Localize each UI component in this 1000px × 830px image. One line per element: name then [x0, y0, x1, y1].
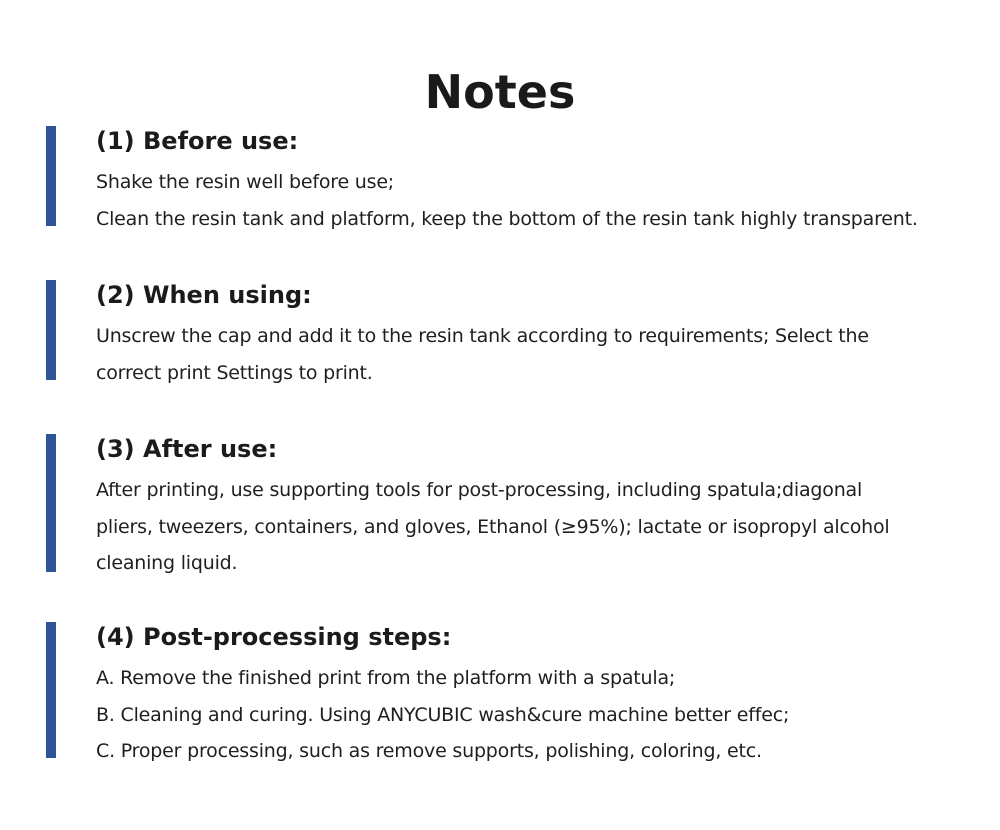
body-line: C. Proper processing, such as remove supports, polishing, coloring, etc. [96, 740, 762, 762]
page-title: Notes [424, 65, 576, 119]
body-line: Shake the resin well before use; [96, 171, 395, 193]
body-line: A. Remove the finished print from the platform with a spatula; [96, 667, 676, 689]
section-accent-bar [46, 126, 56, 226]
section-heading: (3) After use: [96, 435, 278, 463]
section-when-using [46, 280, 976, 384]
body-line: Unscrew the cap and add it to the resin tank according to requirements; Select the [96, 325, 869, 347]
section-body [96, 164, 976, 237]
section-body [96, 660, 976, 770]
section-heading: (2) When using: [96, 281, 312, 309]
section-accent-bar [46, 280, 56, 380]
section-after-use [46, 434, 976, 572]
section-before-use [46, 126, 976, 230]
body-line: Clean the resin tank and platform, keep the bottom of the resin tank highly transparent. [96, 207, 918, 230]
body-line: cleaning liquid. [96, 552, 238, 574]
body-line: After printing, use supporting tools for post-processing, including spatula;diagonal [96, 479, 863, 501]
body-line: pliers, tweezers, containers, and gloves, Ethanol (≥95%); lactate or isopropyl alcohol [96, 515, 890, 538]
section-body [96, 472, 976, 582]
section-accent-bar [46, 622, 56, 758]
body-line: B. Cleaning and curing. Using ANYCUBIC wash&cure machine better effec; [96, 703, 790, 726]
section-post-processing [46, 622, 976, 760]
body-line: correct print Settings to print. [96, 361, 373, 384]
section-heading: (4) Post-processing steps: [96, 623, 452, 651]
section-heading: (1) Before use: [96, 127, 299, 155]
section-accent-bar [46, 434, 56, 572]
section-body [96, 318, 976, 391]
